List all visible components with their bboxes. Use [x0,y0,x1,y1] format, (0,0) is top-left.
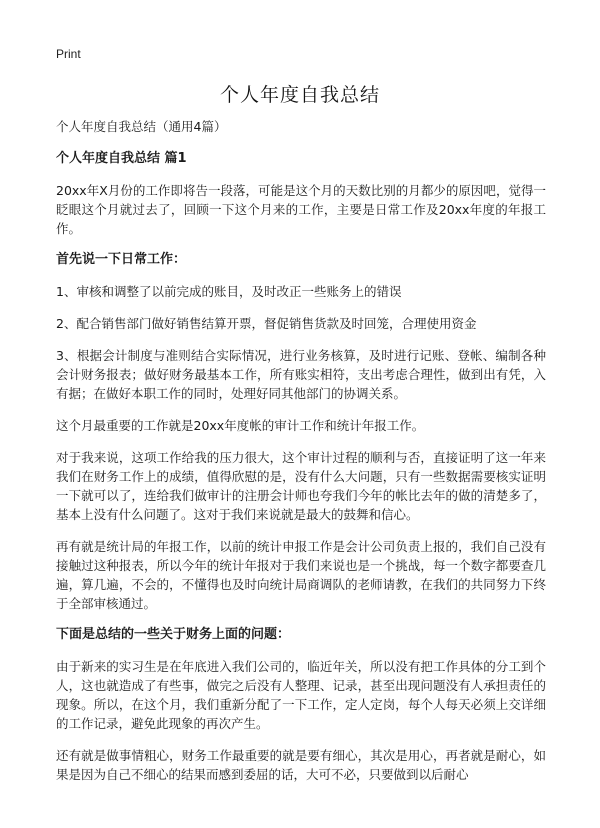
section-heading: 个人年度自我总结 篇1 [56,151,187,166]
print-link[interactable]: Print [56,47,81,61]
list-item-2: 2、配合销售部门做好销售结算开票，督促销售货款及时回笼，合理使用资金 [56,316,477,331]
list-item-1: 1、审核和调整了以前完成的账目，及时改正一些账务上的错误 [56,284,402,299]
paragraph-intern: 由于新来的实习生是在年底进入我们公司的，临近年关，所以没有把工作具体的分工到个人，这也就造成了有些事，做完之后没有人整理、记录，甚至出现问题没有人承担责任的现象。所以，在这个月，我们重新分配了一下工作，定人定岗，每个人每天必须上交详细的工作记录，避免此现象的再次产生。 [56,659,546,731]
document-title: 个人年度自我总结 [219,84,380,106]
paragraph-statistics: 再有就是统计局的年报工作，以前的统计申报工作是会计公司负责上报的，我们自己没有接触过这种报表，所以今年的统计年报对于我们来说也是一个挑战，每一个数字都要查几遍，算几遍，不会的，不懂得也及时向统计局商调队的老师请教，在我们的共同努力下终于全部审核通过。 [56,539,546,611]
heading-daily-work: 首先说一下日常工作： [56,252,187,267]
paragraph-pressure: 对于我来说，这项工作给我的压力很大，这个审计过程的顺利与否，直接证明了这一年来我们在财务工作上的成绩，值得欣慰的是，没有什么大问题，只有一些数据需要核实证明一下就可以了，连给我们做审计的注册会计师也夸我们今年的帐比去年的做的清楚多了，基本上没有什么问题了。这对于我们来说就是最大的鼓舞和信心。 [56,450,546,522]
paragraph-careless: 还有就是做事情粗心，财务工作最重要的就是要有细心，其次是用心，再者就是耐心，如果是因为自己不细心的结果而感到委屈的话，大可不必，只要做到以后耐心 [56,748,546,782]
paragraph-intro: 20xx年X月份的工作即将告一段落，可能是这个月的天数比别的月都少的原因吧，觉得一眨眼这个月就过去了，回顾一下这个月来的工作，主要是日常工作及20xx年度的年报工作。 [56,183,546,236]
list-item-3: 3、根据会计制度与准则结合实际情况，进行业务核算，及时进行记账、登帐、编制各种会计财务报表；做好财务最基本工作，所有账实相符，支出考虑合理性，做到出有凭，入有据；在做好本职工作的同时，处理好同其他部门的协调关系。 [56,348,546,401]
paragraph-important: 这个月最重要的工作就是20xx年度帐的审计工作和统计年报工作。 [56,418,425,433]
heading-problems: 下面是总结的一些关于财务上面的问题： [56,627,291,642]
document-subtitle: 个人年度自我总结（通用4篇） [56,119,227,134]
document-body [56,118,546,797]
